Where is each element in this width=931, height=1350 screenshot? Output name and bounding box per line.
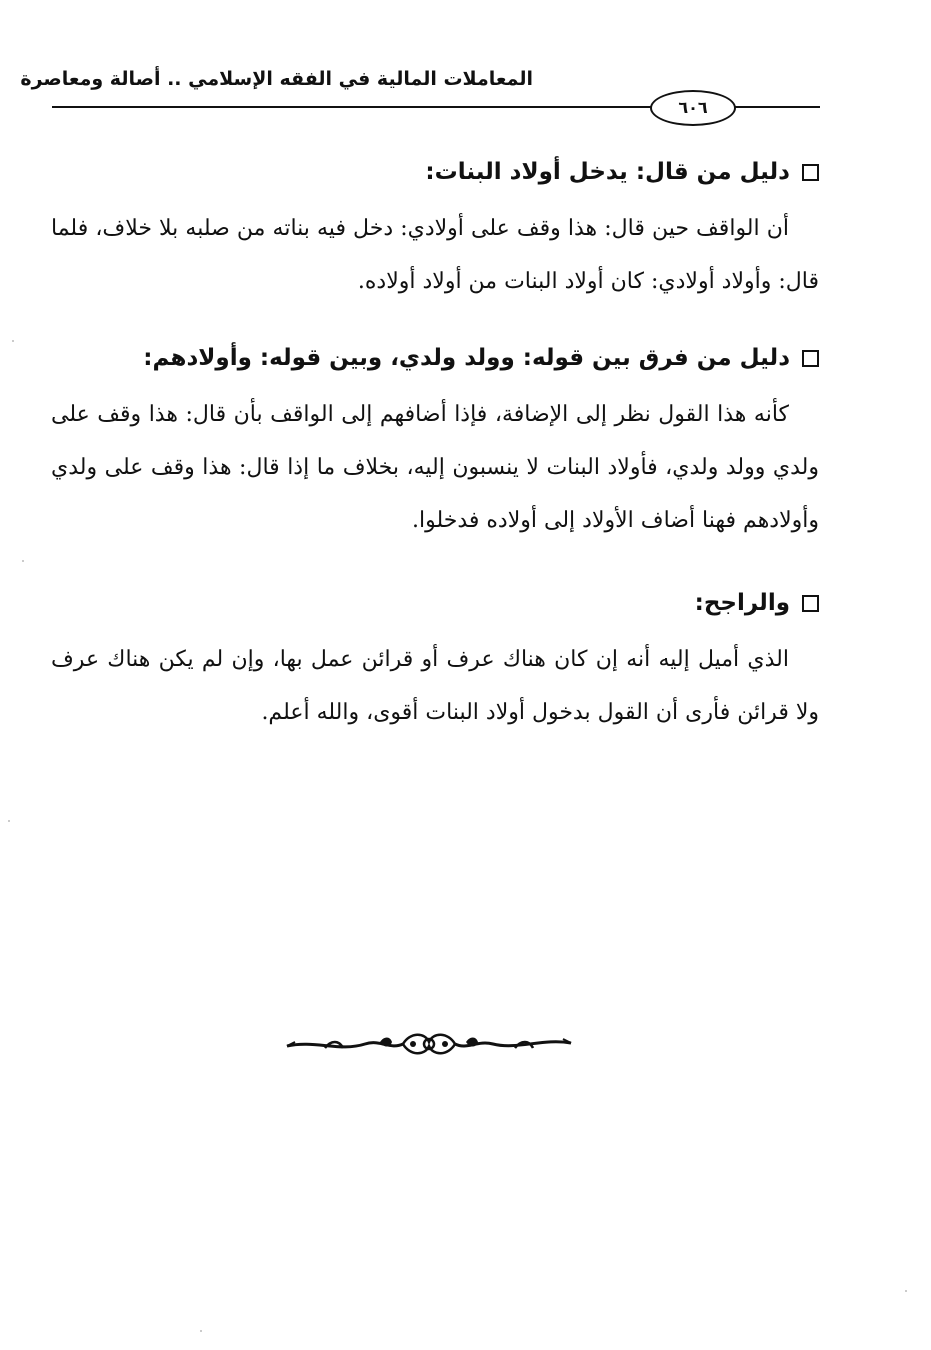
section-heading [51,152,819,192]
section-paragraph [51,388,819,547]
section-evidence-distinguish [51,338,819,547]
checkbox-icon [802,595,819,612]
section-paragraph [51,633,819,739]
page-number: ٦٠٦ [650,90,736,126]
checkbox-icon [802,350,819,367]
scan-speck [200,1330,202,1332]
section-heading [51,583,819,623]
section-heading-text: دليل من فرق بين قوله: وولد ولدي، وبين قوله: وأولادهم: [143,345,790,371]
section-heading-text: دليل من قال: يدخل أولاد البنات: [425,159,790,185]
ornament-divider-icon [285,1028,573,1060]
section-paragraph-text: أن الواقف حين قال: هذا وقف على أولادي: دخل فيه بناته من صلبه بلا خلاف، فلما قال: وأولاد أولادي: كان أولاد البنات من أولاد أولاده. [51,216,819,294]
scan-speck [905,1290,907,1292]
section-preponderant-view [51,583,819,739]
running-title: المعاملات المالية في الفقه الإسلامي .. أصالة ومعاصرة [20,68,533,90]
checkbox-icon [802,164,819,181]
scan-speck [8,820,10,822]
section-heading [51,338,819,378]
section-paragraph-text: الذي أميل إليه أنه إن كان هناك عرف أو قرائن عمل بها، وإن لم يكن هناك عرف ولا قرائن فأرى أن القول بدخول أولاد البنات أقوى، والله أعلم. [51,647,819,725]
section-paragraph-text: كأنه هذا القول نظر إلى الإضافة، فإذا أضافهم إلى الواقف بأن قال: هذا وقف على ولدي وولد ولدي، فأولاد البنات لا ينسبون إليه، بخلاف ما إذا قال: هذا وقف على ولدي وأولادهم فهنا أضاف الأولاد إلى أولاده فدخلوا. [51,402,819,533]
scan-speck [22,560,24,562]
section-paragraph [51,202,819,308]
scan-speck [12,340,14,342]
section-heading-text: والراجح: [694,590,790,616]
section-evidence-include [51,152,819,308]
